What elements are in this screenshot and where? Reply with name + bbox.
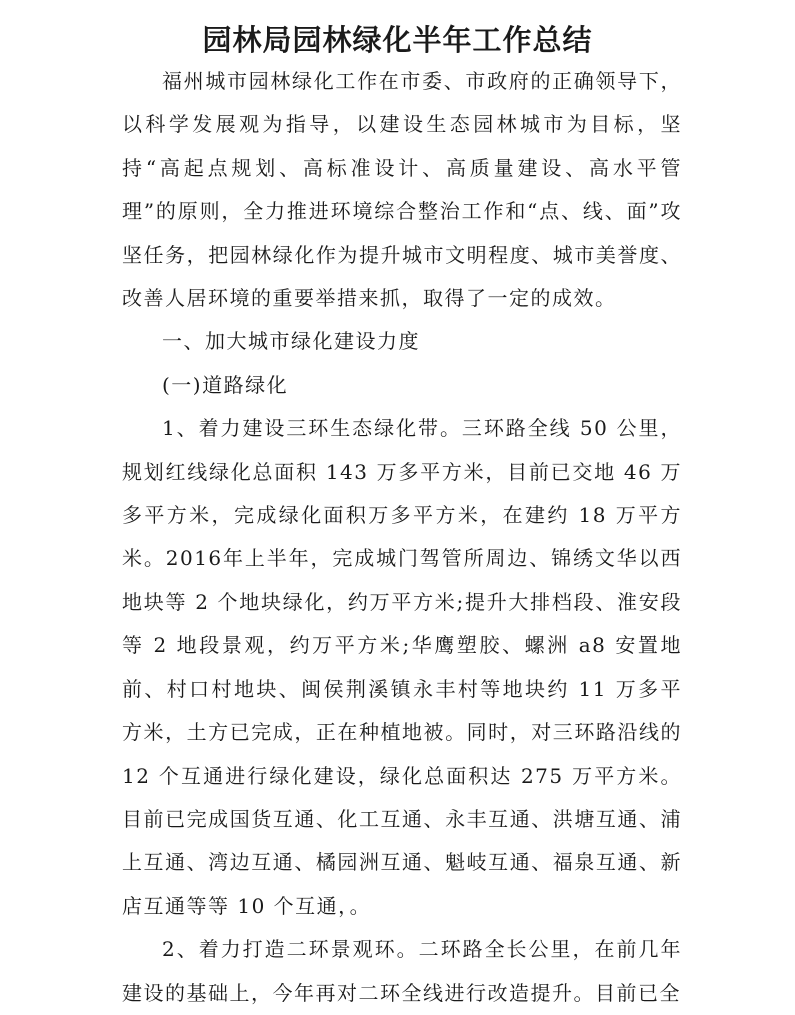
paragraph-item-1: 1、着力建设三环生态绿化带。三环路全线 50 公里，规划红线绿化总面积 143 万多平方米，目前已交地 46 万多平方米，完成绿化面积万多平方米，在建约 18 万平方米。2016年上半年，完成城门驾管所周边、锦绣文华以西地块等 2 个地块绿化，约万平方米;提升大排档段、淮安段等 2 地段景观，约万平方米;华鹰塑胶、螺洲 a8 安置地前、村口村地块、闽侯荆溪镇永丰村等地块约 11 万多平方米，土方已完成，正在种植地被。同时，对三环路沿线的 12 个互通进行绿化建设，绿化总面积达 275 万平方米。目前已完成国货互通、化工互通、永丰互通、洪塘互通、浦上互通、湾边互通、橘园洲互通、魁岐互通、福泉互通、新店互通等等 10 个互通，。 [122,416,682,918]
document-title: 园林局园林绿化半年工作总结 [202,23,593,57]
subsection-heading: (一)道路绿化 [162,372,289,397]
document-body [122,60,682,1015]
paragraph-item-2: 2、着力打造二环景观环。二环路全长公里，在前几年建设的基础上，今年再对二环全线进行改造提升。目前已全 [122,937,682,1005]
paragraph-intro: 福州城市园林绿化工作在市委、市政府的正确领导下，以科学发展观为指导，以建设生态园林城市为目标，坚持“高起点规划、高标准设计、高质量建设、高水平管理”的原则，全力推进环境综合整治工作和“点、线、面”攻坚任务，把园林绿化作为提升城市文明程度、城市美誉度、改善人居环境的重要举措来抓，取得了一定的成效。 [122,69,682,311]
section-heading: 一、加大城市绿化建设力度 [162,329,420,354]
